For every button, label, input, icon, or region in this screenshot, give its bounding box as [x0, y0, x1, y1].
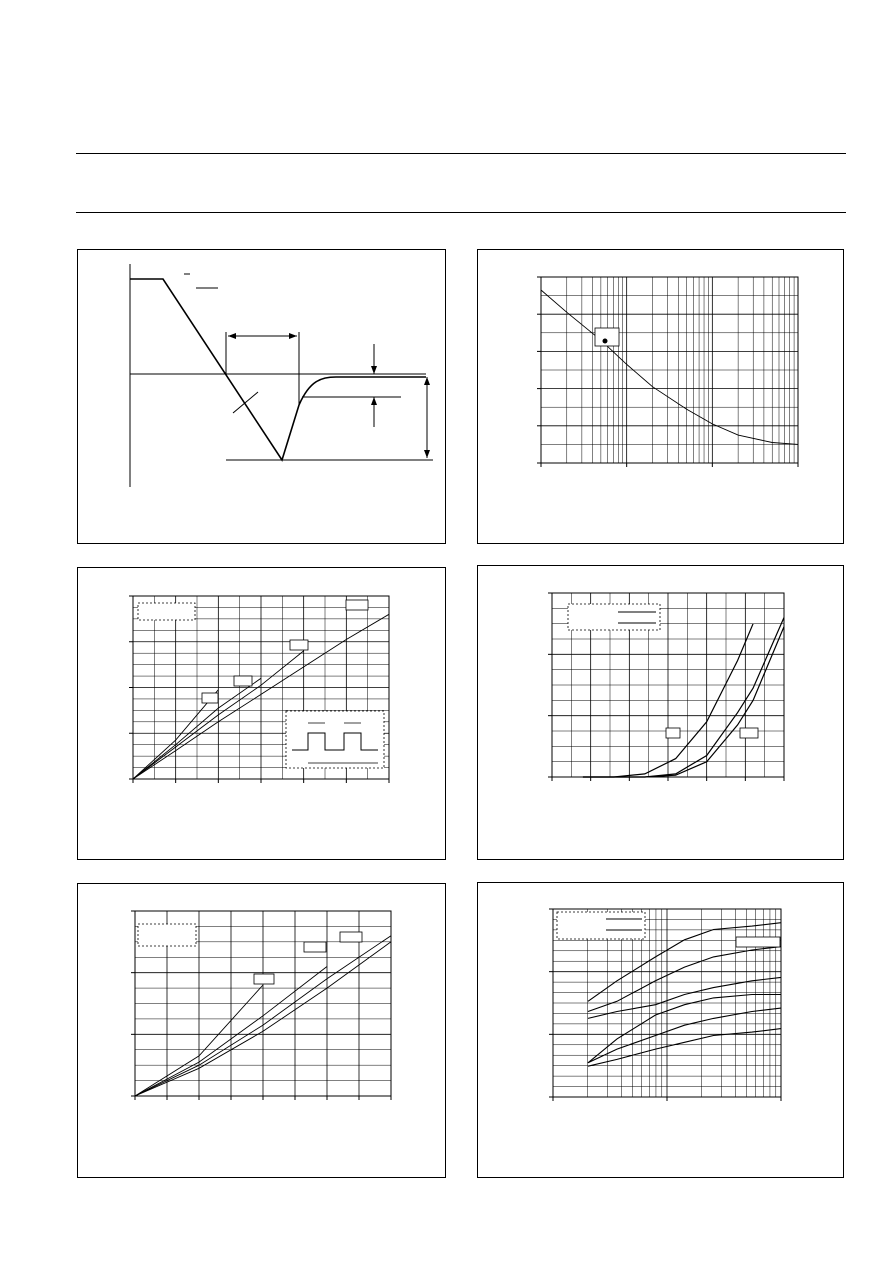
didt-slope-mark: [233, 392, 258, 413]
irr-arrowhead-top: [371, 366, 377, 374]
family-curve-3: [588, 977, 781, 1018]
header-rule-bottom: [76, 212, 846, 213]
figure-4-chart: [478, 566, 845, 861]
figure-6-chart: [478, 883, 845, 1179]
curve-label-box-1: [736, 937, 780, 947]
figure-5-chart: [78, 884, 447, 1179]
conditions-box: [138, 924, 196, 946]
forward-curve-3: [583, 627, 784, 777]
figure-2-chart: [478, 250, 845, 545]
curve-label-box-1: [346, 600, 368, 610]
family-curve-2: [588, 947, 781, 1012]
curve-label-box-2: [740, 728, 758, 738]
curve-label-box: [595, 328, 619, 346]
curve-label-box-1: [340, 932, 362, 942]
figure-1-panel: [77, 249, 446, 544]
irr-arrowhead-bottom: [371, 397, 377, 405]
trr-arrowhead-right: [289, 333, 297, 339]
irm-arrowhead-top: [424, 377, 430, 385]
legend-box: [568, 604, 660, 630]
decay-curve-1: [541, 290, 798, 444]
family-curve-4: [588, 995, 781, 1063]
conditions-box: [138, 603, 195, 620]
legend-box: [557, 912, 645, 939]
curve-label-box-2: [290, 640, 308, 650]
curve-label-box-3: [234, 676, 252, 686]
pulse-inset-box: [286, 711, 384, 768]
family-curve-5: [588, 1008, 781, 1063]
trr-arrowhead-left: [228, 333, 236, 339]
figure-4-panel: [477, 565, 844, 860]
curve-label-box-4: [202, 693, 218, 703]
header-rule-top: [76, 153, 846, 154]
figure-1-waveform: [78, 250, 447, 545]
figure-5-panel: [77, 883, 446, 1178]
figure-3-panel: [77, 567, 446, 860]
curve-label-box-1: [666, 728, 680, 738]
curve-label-box-3: [254, 974, 274, 984]
figure-6-panel: [477, 882, 844, 1178]
irm-arrowhead-bottom: [424, 450, 430, 458]
recovery-waveform: [130, 279, 426, 460]
figure-3-chart: [78, 568, 447, 861]
curve-label-box-2: [304, 942, 326, 952]
curve-marker-dot: [603, 339, 608, 344]
figure-2-panel: [477, 249, 844, 544]
